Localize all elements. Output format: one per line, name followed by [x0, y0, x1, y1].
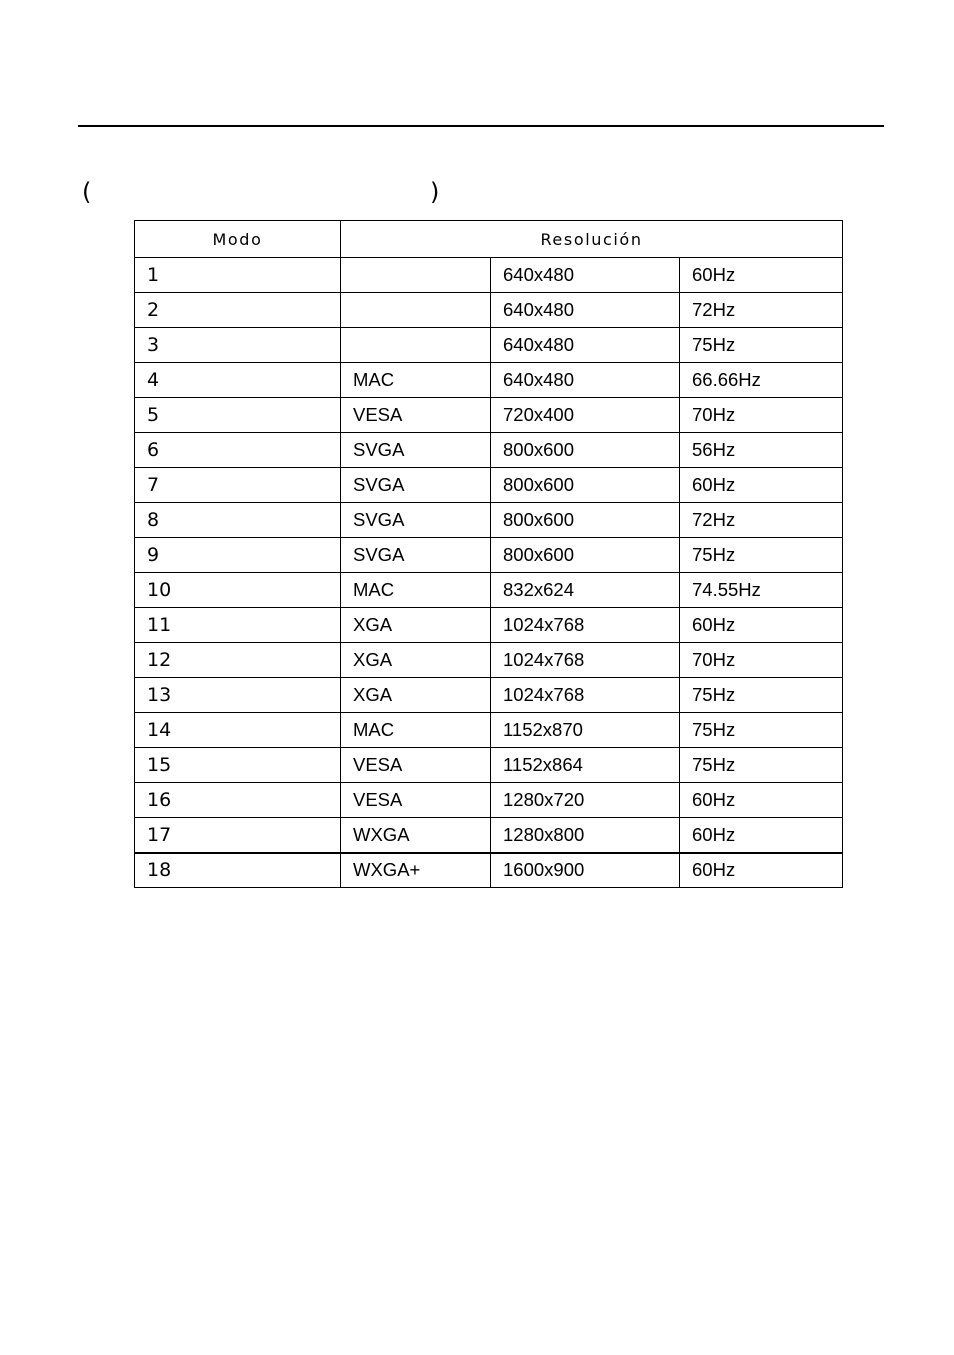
resolution-cell: 1152x870 — [491, 713, 680, 748]
refresh-rate-cell: 60Hz — [680, 783, 843, 818]
refresh-rate-cell: 75Hz — [680, 748, 843, 783]
table-row — [135, 398, 843, 433]
standard-cell: XGA — [341, 608, 491, 643]
resolution-cell: 640x480 — [491, 258, 680, 293]
mode-cell: 10 — [135, 573, 341, 608]
refresh-rate-cell: 72Hz — [680, 503, 843, 538]
resolution-cell: 640x480 — [491, 328, 680, 363]
refresh-rate-cell: 70Hz — [680, 398, 843, 433]
resolution-cell: 640x480 — [491, 293, 680, 328]
table-row — [135, 643, 843, 678]
standard-cell: SVGA — [341, 433, 491, 468]
standard-cell: VESA — [341, 398, 491, 433]
table-row — [135, 293, 843, 328]
refresh-rate-cell: 75Hz — [680, 713, 843, 748]
mode-cell: 11 — [135, 608, 341, 643]
standard-cell: VESA — [341, 783, 491, 818]
refresh-rate-cell: 60Hz — [680, 468, 843, 503]
resolution-cell: 1280x800 — [491, 818, 680, 853]
refresh-rate-cell: 74.55Hz — [680, 573, 843, 608]
title-paren-close: ) — [430, 178, 440, 206]
standard-cell — [341, 328, 491, 363]
standard-cell: MAC — [341, 573, 491, 608]
refresh-rate-cell: 75Hz — [680, 328, 843, 363]
mode-cell: 13 — [135, 678, 341, 713]
standard-cell: XGA — [341, 643, 491, 678]
table-row — [135, 573, 843, 608]
table-row — [135, 853, 843, 888]
standard-cell — [341, 258, 491, 293]
mode-cell: 6 — [135, 433, 341, 468]
standard-cell: SVGA — [341, 468, 491, 503]
standard-cell — [341, 293, 491, 328]
mode-cell: 1 — [135, 258, 341, 293]
resolution-cell: 1600x900 — [491, 853, 680, 888]
header-resolution: Resolución — [341, 221, 843, 258]
resolution-cell: 1024x768 — [491, 643, 680, 678]
resolution-cell: 1152x864 — [491, 748, 680, 783]
table-header-row — [135, 221, 843, 258]
mode-cell: 4 — [135, 363, 341, 398]
table-row — [135, 818, 843, 853]
table-row — [135, 433, 843, 468]
refresh-rate-cell: 60Hz — [680, 853, 843, 888]
resolution-cell: 800x600 — [491, 433, 680, 468]
mode-cell: 16 — [135, 783, 341, 818]
mode-cell: 18 — [135, 853, 341, 888]
standard-cell: SVGA — [341, 538, 491, 573]
refresh-rate-cell: 75Hz — [680, 538, 843, 573]
standard-cell: WXGA — [341, 818, 491, 853]
mode-cell: 15 — [135, 748, 341, 783]
mode-cell: 12 — [135, 643, 341, 678]
resolution-cell: 800x600 — [491, 538, 680, 573]
mode-cell: 7 — [135, 468, 341, 503]
display-modes-table — [134, 220, 843, 888]
refresh-rate-cell: 66.66Hz — [680, 363, 843, 398]
standard-cell: MAC — [341, 713, 491, 748]
resolution-cell: 1024x768 — [491, 678, 680, 713]
table-row — [135, 363, 843, 398]
refresh-rate-cell: 70Hz — [680, 643, 843, 678]
mode-cell: 5 — [135, 398, 341, 433]
header-mode: Modo — [135, 221, 341, 258]
resolution-cell: 1280x720 — [491, 783, 680, 818]
table-body — [135, 258, 843, 888]
mode-cell: 9 — [135, 538, 341, 573]
mode-cell: 8 — [135, 503, 341, 538]
table-row — [135, 608, 843, 643]
table-row — [135, 783, 843, 818]
resolution-cell: 800x600 — [491, 503, 680, 538]
refresh-rate-cell: 56Hz — [680, 433, 843, 468]
standard-cell: WXGA+ — [341, 853, 491, 888]
header-rule — [78, 125, 884, 127]
mode-cell: 2 — [135, 293, 341, 328]
standard-cell: SVGA — [341, 503, 491, 538]
table-row — [135, 468, 843, 503]
table-row — [135, 503, 843, 538]
resolution-cell: 720x400 — [491, 398, 680, 433]
standard-cell: VESA — [341, 748, 491, 783]
table-row — [135, 538, 843, 573]
resolution-cell: 832x624 — [491, 573, 680, 608]
mode-cell: 3 — [135, 328, 341, 363]
refresh-rate-cell: 60Hz — [680, 608, 843, 643]
resolution-cell: 800x600 — [491, 468, 680, 503]
refresh-rate-cell: 75Hz — [680, 678, 843, 713]
refresh-rate-cell: 60Hz — [680, 818, 843, 853]
table-row — [135, 678, 843, 713]
standard-cell: XGA — [341, 678, 491, 713]
standard-cell: MAC — [341, 363, 491, 398]
resolution-cell: 1024x768 — [491, 608, 680, 643]
mode-cell: 17 — [135, 818, 341, 853]
table-row — [135, 748, 843, 783]
refresh-rate-cell: 72Hz — [680, 293, 843, 328]
table-row — [135, 328, 843, 363]
table-row — [135, 713, 843, 748]
title-paren-open: ( — [82, 178, 92, 206]
refresh-rate-cell: 60Hz — [680, 258, 843, 293]
mode-cell: 14 — [135, 713, 341, 748]
table-row — [135, 258, 843, 293]
resolution-cell: 640x480 — [491, 363, 680, 398]
